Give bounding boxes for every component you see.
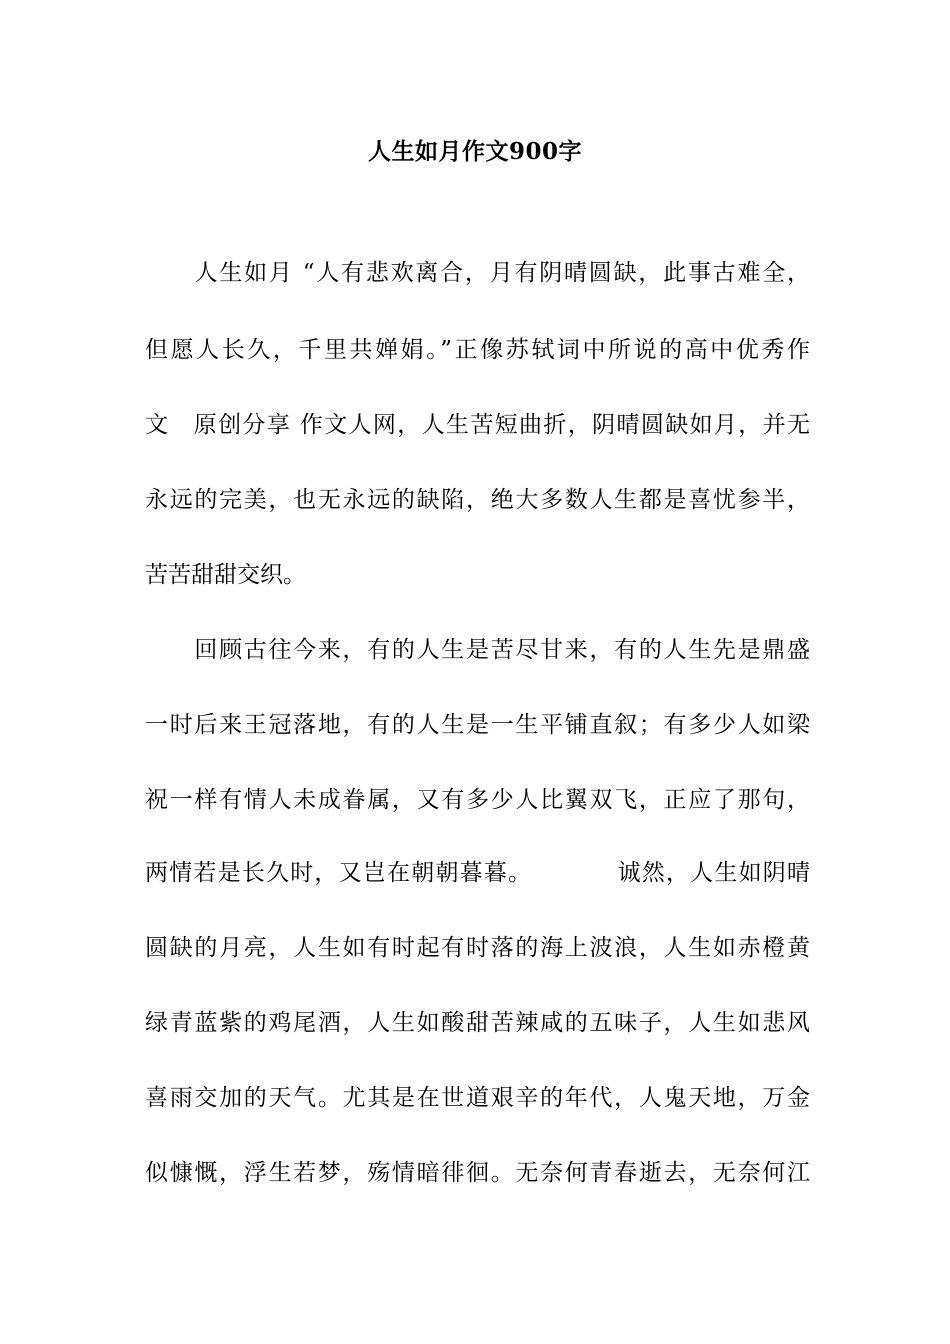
text-line-13: 似慷慨，浮生若梦，殇情暗徘徊。无奈何青春逝去，无奈何江 xyxy=(145,1160,810,1186)
text-line-6: 回顾古往今来，有的人生是苦尽甘来，有的人生先是鼎盛 xyxy=(145,637,810,663)
text-line-1: 人生如月 “人有悲欢离合，月有阴晴圆缺，此事古难全， xyxy=(145,260,810,286)
text-line-5: 苦苦甜甜交织。 xyxy=(145,562,306,588)
text-line-4: 永远的完美，也无永远的缺陷，绝大多数人生都是喜忧参半， xyxy=(145,487,810,513)
text-line-3: 文 原创分享 作文人网，人生苦短曲折，阴晴圆缺如月，并无 xyxy=(145,412,810,438)
text-line-9: 两情若是长久时，又岂在朝朝暮暮。 诚然，人生如阴晴 xyxy=(145,860,810,886)
text-line-12: 喜雨交加的天气。尤其是在世道艰辛的年代，人鬼天地，万金 xyxy=(145,1085,810,1111)
text-line-11: 绿青蓝紫的鸡尾酒，人生如酸甜苦辣咸的五味子，人生如悲风 xyxy=(145,1010,810,1036)
document-title: 人生如月作文900字 xyxy=(367,138,582,165)
text-line-8: 祝一样有情人未成眷属，又有多少人比翼双飞，正应了那句， xyxy=(145,787,810,813)
text-line-7: 一时后来王冠落地，有的人生是一生平铺直叙；有多少人如梁 xyxy=(145,712,810,738)
text-line-2: 但愿人长久，千里共婵娟。”正像苏轼词中所说的高中优秀作 xyxy=(145,337,810,363)
text-line-10: 圆缺的月亮，人生如有时起有时落的海上波浪，人生如赤橙黄 xyxy=(145,935,810,961)
